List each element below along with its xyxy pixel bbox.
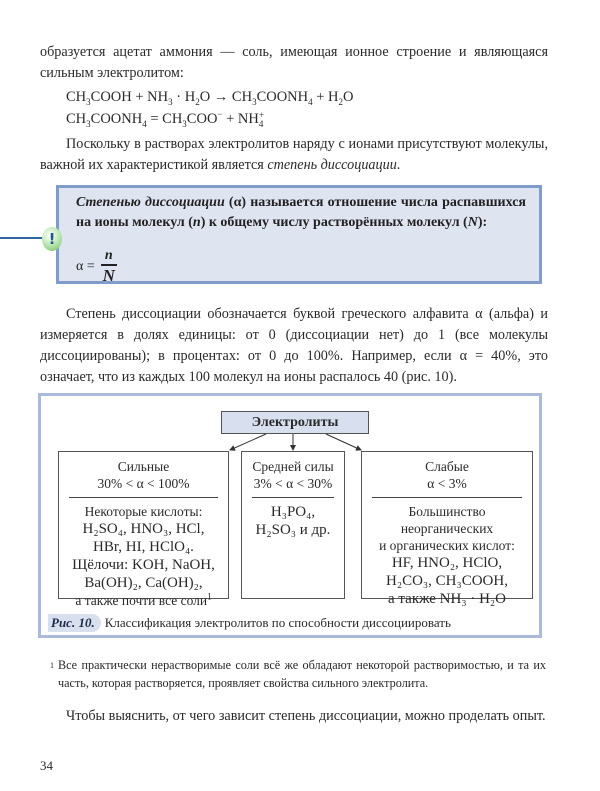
- weak-line: неорганических: [400, 521, 494, 536]
- eq-sub: 3: [252, 96, 257, 107]
- medium-range: 3% < α < 30%: [253, 476, 333, 491]
- paragraph-experiment: Чтобы выяснить, от чего зависит степень диссоциации, можно проделать опыт.: [66, 708, 546, 724]
- footnote-number: 1: [50, 661, 54, 670]
- eq-part: + H: [312, 89, 339, 105]
- strong-line: Некоторые кислоты:: [84, 504, 203, 519]
- eq-part: CH: [66, 111, 87, 127]
- figure-caption: [48, 614, 451, 632]
- definition-part: ) к общему числу растворённых молекул (: [200, 215, 468, 230]
- paragraph-text: Поскольку в растворах электролитов наряду с ионами присутствуют молекулы, важной их характеристикой является: [40, 136, 548, 173]
- weak-electrolytes-box: [361, 451, 533, 607]
- variable-n: n: [192, 215, 201, 230]
- eq-sub: 2: [338, 96, 344, 107]
- strong-electrolytes-box: [58, 451, 229, 608]
- footnote: [50, 656, 546, 692]
- strong-line: Щёлочи: KOH, NaOH,: [72, 557, 215, 573]
- definition-part: (α) называется отношение числа распавшихся на ионы молекул (: [76, 195, 526, 230]
- medium-title: Средней силы: [252, 459, 334, 474]
- eq-sub: 4: [142, 118, 147, 129]
- medium-electrolytes-box: [241, 451, 345, 599]
- definition-term: Степенью диссоциации: [76, 195, 225, 210]
- weak-line: HF, HNO₂, HClO,: [391, 555, 503, 571]
- strong-line: Ba(OH)₂, Ca(OH)₂,: [84, 575, 203, 591]
- eq-part: = CH: [146, 111, 183, 127]
- footnote-text: Все практически нерастворимые соли всё же обладают некоторой растворимостью, и та их часть, которая растворяется, проявляет свойства сильного электролита.: [58, 658, 546, 690]
- intro-paragraph: образуется ацетат аммония — соль, имеющая ионное строение и являющаяся сильным электролитом:: [40, 44, 548, 81]
- divider: [69, 497, 218, 498]
- eq-sub: 4: [258, 118, 264, 129]
- medium-line: H₃PO₄,: [270, 504, 316, 520]
- electrolytes-root-box: Электролиты: [221, 411, 369, 434]
- weak-range: α < 3%: [427, 476, 467, 491]
- strong-range: 30% < α < 100%: [97, 476, 190, 491]
- eq-sub: 3: [168, 96, 173, 107]
- strong-line: а также почти все соли: [75, 593, 208, 608]
- eq-sub: 3: [182, 118, 187, 129]
- strong-line: H₂SO₄, HNO₃, HCl,: [82, 521, 205, 537]
- arrow-to-strong: [230, 434, 266, 450]
- eq-sub: 4: [308, 96, 313, 107]
- paragraph-alpha-explanation: Степень диссоциации обозначается буквой греческого алфавита α (альфа) и измеряется в долях единицы: от 0 (диссоциации нет) до 1 (все молекулы диссоциированы); в процентах: от 0 до 100%. Например, если α = 40%, это означает, что из каждых 100 молекул на ионы распалось 40 (рис. 10).: [40, 306, 548, 385]
- eq-part: · H: [172, 89, 196, 105]
- caption-text: Классификация электролитов по способности диссоциировать: [104, 615, 451, 630]
- weak-title: Слабые: [425, 459, 469, 474]
- eq-part: COOH + NH: [90, 89, 169, 105]
- eq-part: + NH: [222, 111, 259, 127]
- formula-lhs: α =: [76, 258, 95, 274]
- divider: [252, 497, 334, 498]
- exclamation-icon: !: [42, 227, 62, 251]
- eq-sub: 2: [195, 96, 200, 107]
- fraction-numerator: n: [104, 248, 113, 263]
- medium-line: H₂SO₃ и др.: [255, 522, 331, 538]
- divider: [372, 497, 522, 498]
- figure-label: Рис. 10.: [48, 614, 101, 632]
- strong-line: HBr, HI, HClO₄.: [93, 539, 194, 555]
- variable-N: N: [467, 215, 478, 230]
- arrow-to-weak: [326, 434, 361, 450]
- definition-part: ):: [477, 215, 488, 230]
- weak-line: и органических кислот:: [379, 538, 515, 553]
- page-number: 34: [40, 758, 53, 773]
- paragraph-end: .: [396, 157, 401, 173]
- eq-part: COO: [186, 111, 218, 127]
- eq-sup: −: [217, 109, 223, 120]
- eq-part: COONH: [256, 89, 309, 105]
- footnote-mark: 1: [207, 591, 212, 602]
- weak-line: а также NH₃ · H₂O: [388, 591, 506, 607]
- weak-line: H₂CO₃, CH₃COOH,: [386, 573, 508, 589]
- eq-sub: 3: [86, 118, 91, 129]
- eq-part: CH: [66, 89, 87, 105]
- weak-line: Большинство: [408, 504, 486, 519]
- fraction-denominator: N: [102, 265, 115, 285]
- eq-sup: +: [258, 109, 264, 120]
- eq-sub: 3: [86, 96, 91, 107]
- emphasis-term: степень диссоциации: [267, 157, 397, 173]
- eq-part: O: [343, 89, 354, 105]
- eq-part: COONH: [90, 111, 143, 127]
- eq-part: O → CH: [199, 89, 253, 105]
- strong-title: Сильные: [117, 459, 170, 474]
